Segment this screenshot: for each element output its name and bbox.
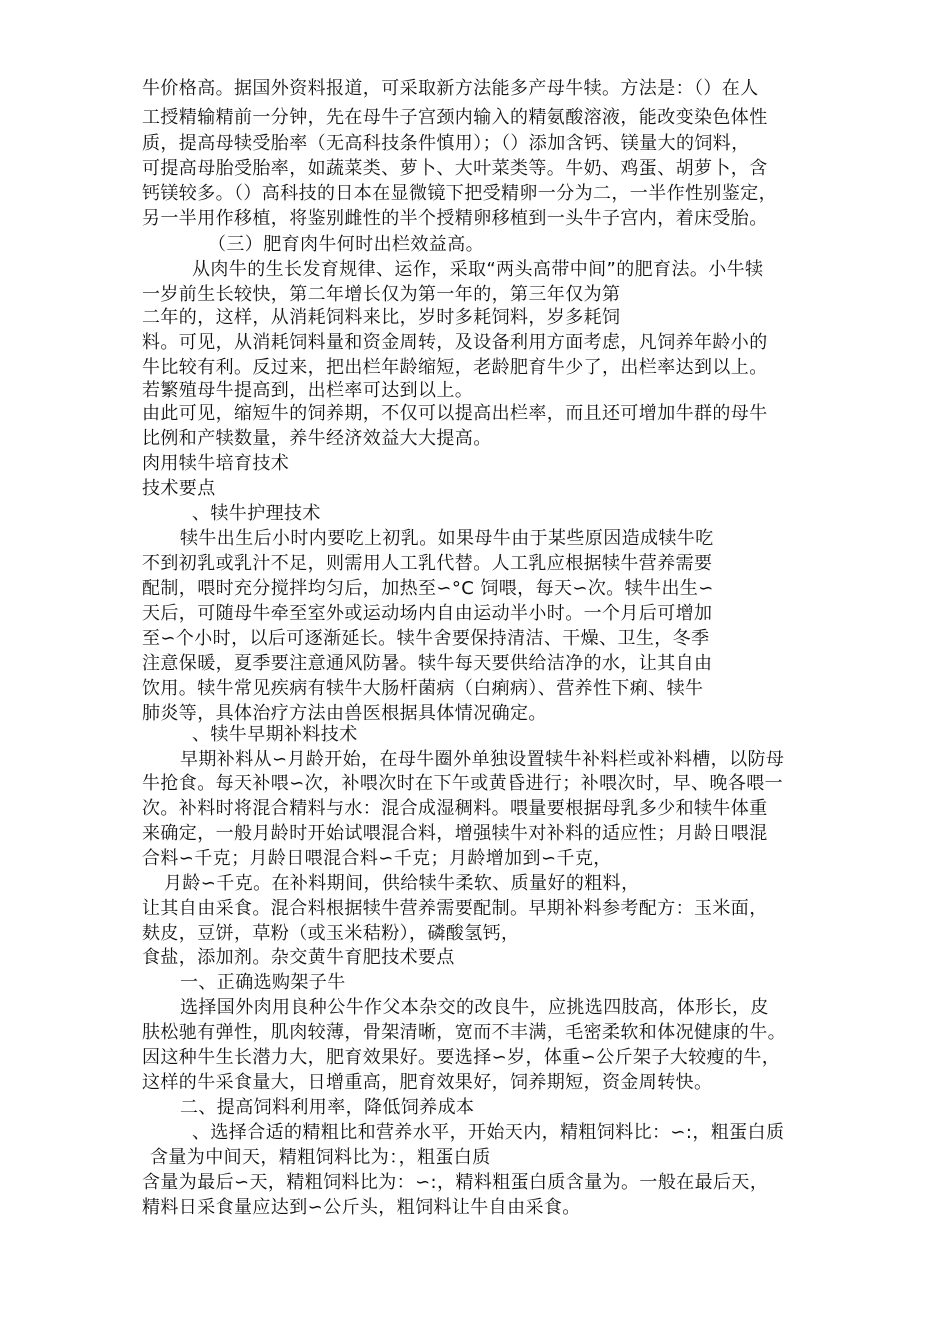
body-paragraph-line: 早期补料从∽月龄开始，在母牛圈外单独设置犊牛补料栏或补料槽，以防母 xyxy=(180,749,785,770)
section-heading: （三）肥育肉牛何时出栏效益高。 xyxy=(208,234,484,255)
body-paragraph-line: 一岁前生长较快，第二年增长仅为第一年的，第三年仅为第 xyxy=(142,284,621,305)
body-paragraph-line: 饮用。犊牛常见疾病有犊牛大肠杆菌病（白痢病）、营养性下痢、犊牛 xyxy=(142,678,704,699)
body-paragraph-line: 注意保暖，夏季要注意通风防暑。犊牛每天要供给洁净的水，让其自由 xyxy=(142,653,713,674)
body-paragraph-line: 让其自由采食。混合料根据犊牛营养需要配制。早期补料参考配方：玉米面， xyxy=(142,898,768,919)
body-paragraph-line: 由此可见，缩短牛的饲养期，不仅可以提高出栏率，而且还可增加牛群的母牛 xyxy=(142,403,768,424)
body-paragraph-line: 从肉牛的生长发育规律、运作，采取“两头高带中间”的肥育法。小牛犊 xyxy=(192,259,764,280)
body-paragraph-line: 工授精输精前一分钟，先在母牛子宫颈内输入的精氨酸溶液，能改变染色体性 xyxy=(142,107,768,128)
body-paragraph-line: 这样的牛采食量大，日增重高，肥育效果好，饲养期短，资金周转快。 xyxy=(142,1072,713,1093)
subsection-heading: 、犊牛护理技术 xyxy=(192,503,321,524)
body-paragraph-line: 合料∽千克；月龄日喂混合料∽千克；月龄增加到∽千克， xyxy=(142,848,612,869)
body-paragraph-line: 麸皮，豆饼，草粉（或玉米秸粉），磷酸氢钙， xyxy=(142,923,520,944)
body-paragraph-line: 选择国外肉用良种公牛作父本杂交的改良牛，应挑选四肢高，体形长，皮 xyxy=(180,997,769,1018)
section-heading: 一、正确选购架子牛 xyxy=(180,972,346,993)
body-paragraph-line: 牛价格高。据国外资料报道，可采取新方法能多产母牛犊。方法是：（）在人 xyxy=(142,78,759,99)
body-paragraph-line: 含量为最后∽天，精粗饲料比为：∽:，精料粗蛋白质含量为。一般在最后天， xyxy=(142,1172,769,1193)
body-paragraph-line: 次。补料时将混合精料与水：混合成湿稠料。喂量要根据母乳多少和犊牛体重 xyxy=(142,798,768,819)
body-paragraph-line: 至∽个小时，以后可逐渐延长。犊牛舍要保持清洁、干燥、卫生，冬季 xyxy=(142,628,710,649)
body-paragraph-line: 肤松驰有弹性，肌肉较薄，骨架清晰，宽而不丰满，毛密柔软和体况健康的牛。 xyxy=(142,1022,786,1043)
section-heading: 肉用犊牛培育技术 xyxy=(142,453,290,474)
section-heading: 二、提高饲料利用率，降低饲养成本 xyxy=(180,1097,475,1118)
body-paragraph-line: 钙镁较多。（）高科技的日本在显微镜下把受精卵一分为二，一半作性别鉴定， xyxy=(142,183,777,204)
body-paragraph-line: 牛比较有利。反过来，把出栏年龄缩短，老龄肥育牛少了，出栏率达到以上。 xyxy=(142,357,768,378)
body-paragraph-line: 若繁殖母牛提高到，出栏率可达到以上。 xyxy=(142,380,474,401)
body-paragraph-line: 精料日采食量应达到∽公斤头，粗饲料让牛自由采食。 xyxy=(142,1197,581,1218)
body-paragraph-line: 二年的，这样，从消耗饲料来比，岁时多耗饲料，岁多耗饲 xyxy=(142,307,621,328)
body-paragraph-line: 不到初乳或乳汁不足，则需用人工乳代替。人工乳应根据犊牛营养需要 xyxy=(142,553,713,574)
body-paragraph-line: 来确定，一般月龄时开始试喂混合料，增强犊牛对补料的适应性；月龄日喂混 xyxy=(142,823,768,844)
body-paragraph-line: 另一半用作移植，将鉴别雌性的半个授精卵移植到一头牛子宫内，着床受胎。 xyxy=(142,208,768,229)
body-paragraph-line: 料。可见，从消耗饲料量和资金周转，及设备利用方面考虑，凡饲养年龄小的 xyxy=(142,332,768,353)
subsection-heading: 、犊牛早期补料技术 xyxy=(192,724,358,745)
body-paragraph-line: 配制，喂时充分搅拌均匀后，加热至∽°C 饲喂，每天∽次。犊牛出生∽ xyxy=(142,578,714,599)
body-paragraph-line: 犊牛出生后小时内要吃上初乳。如果母牛由于某些原因造成犊牛吃 xyxy=(180,528,714,549)
body-paragraph-line: 天后，可随母牛牵至室外或运动场内自由运动半小时。一个月后可增加 xyxy=(142,603,713,624)
body-paragraph-line: 、选择合适的精粗比和营养水平，开始天内，精粗饲料比：∽:，粗蛋白质 xyxy=(192,1122,785,1143)
body-paragraph-line: 肺炎等，具体治疗方法由兽医根据具体情况确定。 xyxy=(142,703,547,724)
body-paragraph-line: 可提高母胎受胎率，如蔬菜类、萝卜、大叶菜类等。牛奶、鸡蛋、胡萝卜，含 xyxy=(142,158,768,179)
body-paragraph-line: 月龄∽千克。在补料期间，供给犊牛柔软、质量好的粗料， xyxy=(164,873,640,894)
body-paragraph-line: 食盐，添加剂。杂交黄牛育肥技术要点 xyxy=(142,947,455,968)
body-paragraph-line: 比例和产犊数量，养牛经济效益大大提高。 xyxy=(142,428,492,449)
body-paragraph-line: 因这种牛生长潜力大，肥育效果好。要选择∽岁，体重∽公斤架子大较瘦的牛， xyxy=(142,1047,781,1068)
section-heading: 技术要点 xyxy=(142,478,216,499)
body-paragraph-line: 质，提高母犊受胎率（无高科技条件慎用）；（）添加含钙、镁量大的饲料， xyxy=(142,133,750,154)
body-paragraph-line: 含量为中间天，精粗饲料比为：，粗蛋白质 xyxy=(150,1147,491,1168)
body-paragraph-line: 牛抢食。每天补喂∽次，补喂次时在下午或黄昏进行；补喂次时，早、晚各喂一 xyxy=(142,773,784,794)
